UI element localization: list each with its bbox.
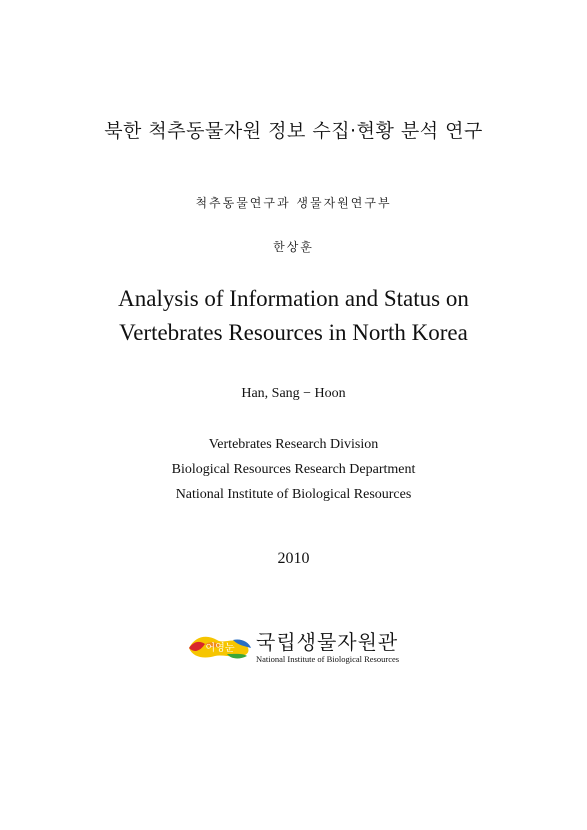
english-affiliation — [0, 432, 587, 507]
institute-logo — [187, 626, 417, 670]
english-title — [0, 282, 587, 350]
korean-author: 한상훈 — [273, 240, 314, 254]
affiliation-division: Vertebrates Research Division — [208, 437, 379, 452]
english-author: Han, Sang − Hoon — [241, 386, 346, 401]
english-title-line1: Analysis of Information and Status on — [118, 286, 469, 311]
logo-name-english: National Institute of Biological Resources — [256, 654, 400, 664]
english-title-line2: Vertebrates Resources in North Korea — [119, 320, 468, 345]
logo-mark-icon — [187, 632, 253, 660]
publication-year: 2010 — [277, 550, 310, 567]
affiliation-institute: National Institute of Biological Resources — [175, 487, 412, 502]
affiliation-department: Biological Resources Research Department — [171, 462, 416, 477]
korean-department: 척추동물연구과 생물자원연구부 — [195, 196, 392, 210]
logo-name-korean: 국립생물자원관 — [256, 630, 399, 654]
logo-mark-text: 어영눈 — [205, 643, 235, 654]
korean-title: 북한 척추동물자원 정보 수집·현황 분석 연구 — [104, 120, 483, 142]
